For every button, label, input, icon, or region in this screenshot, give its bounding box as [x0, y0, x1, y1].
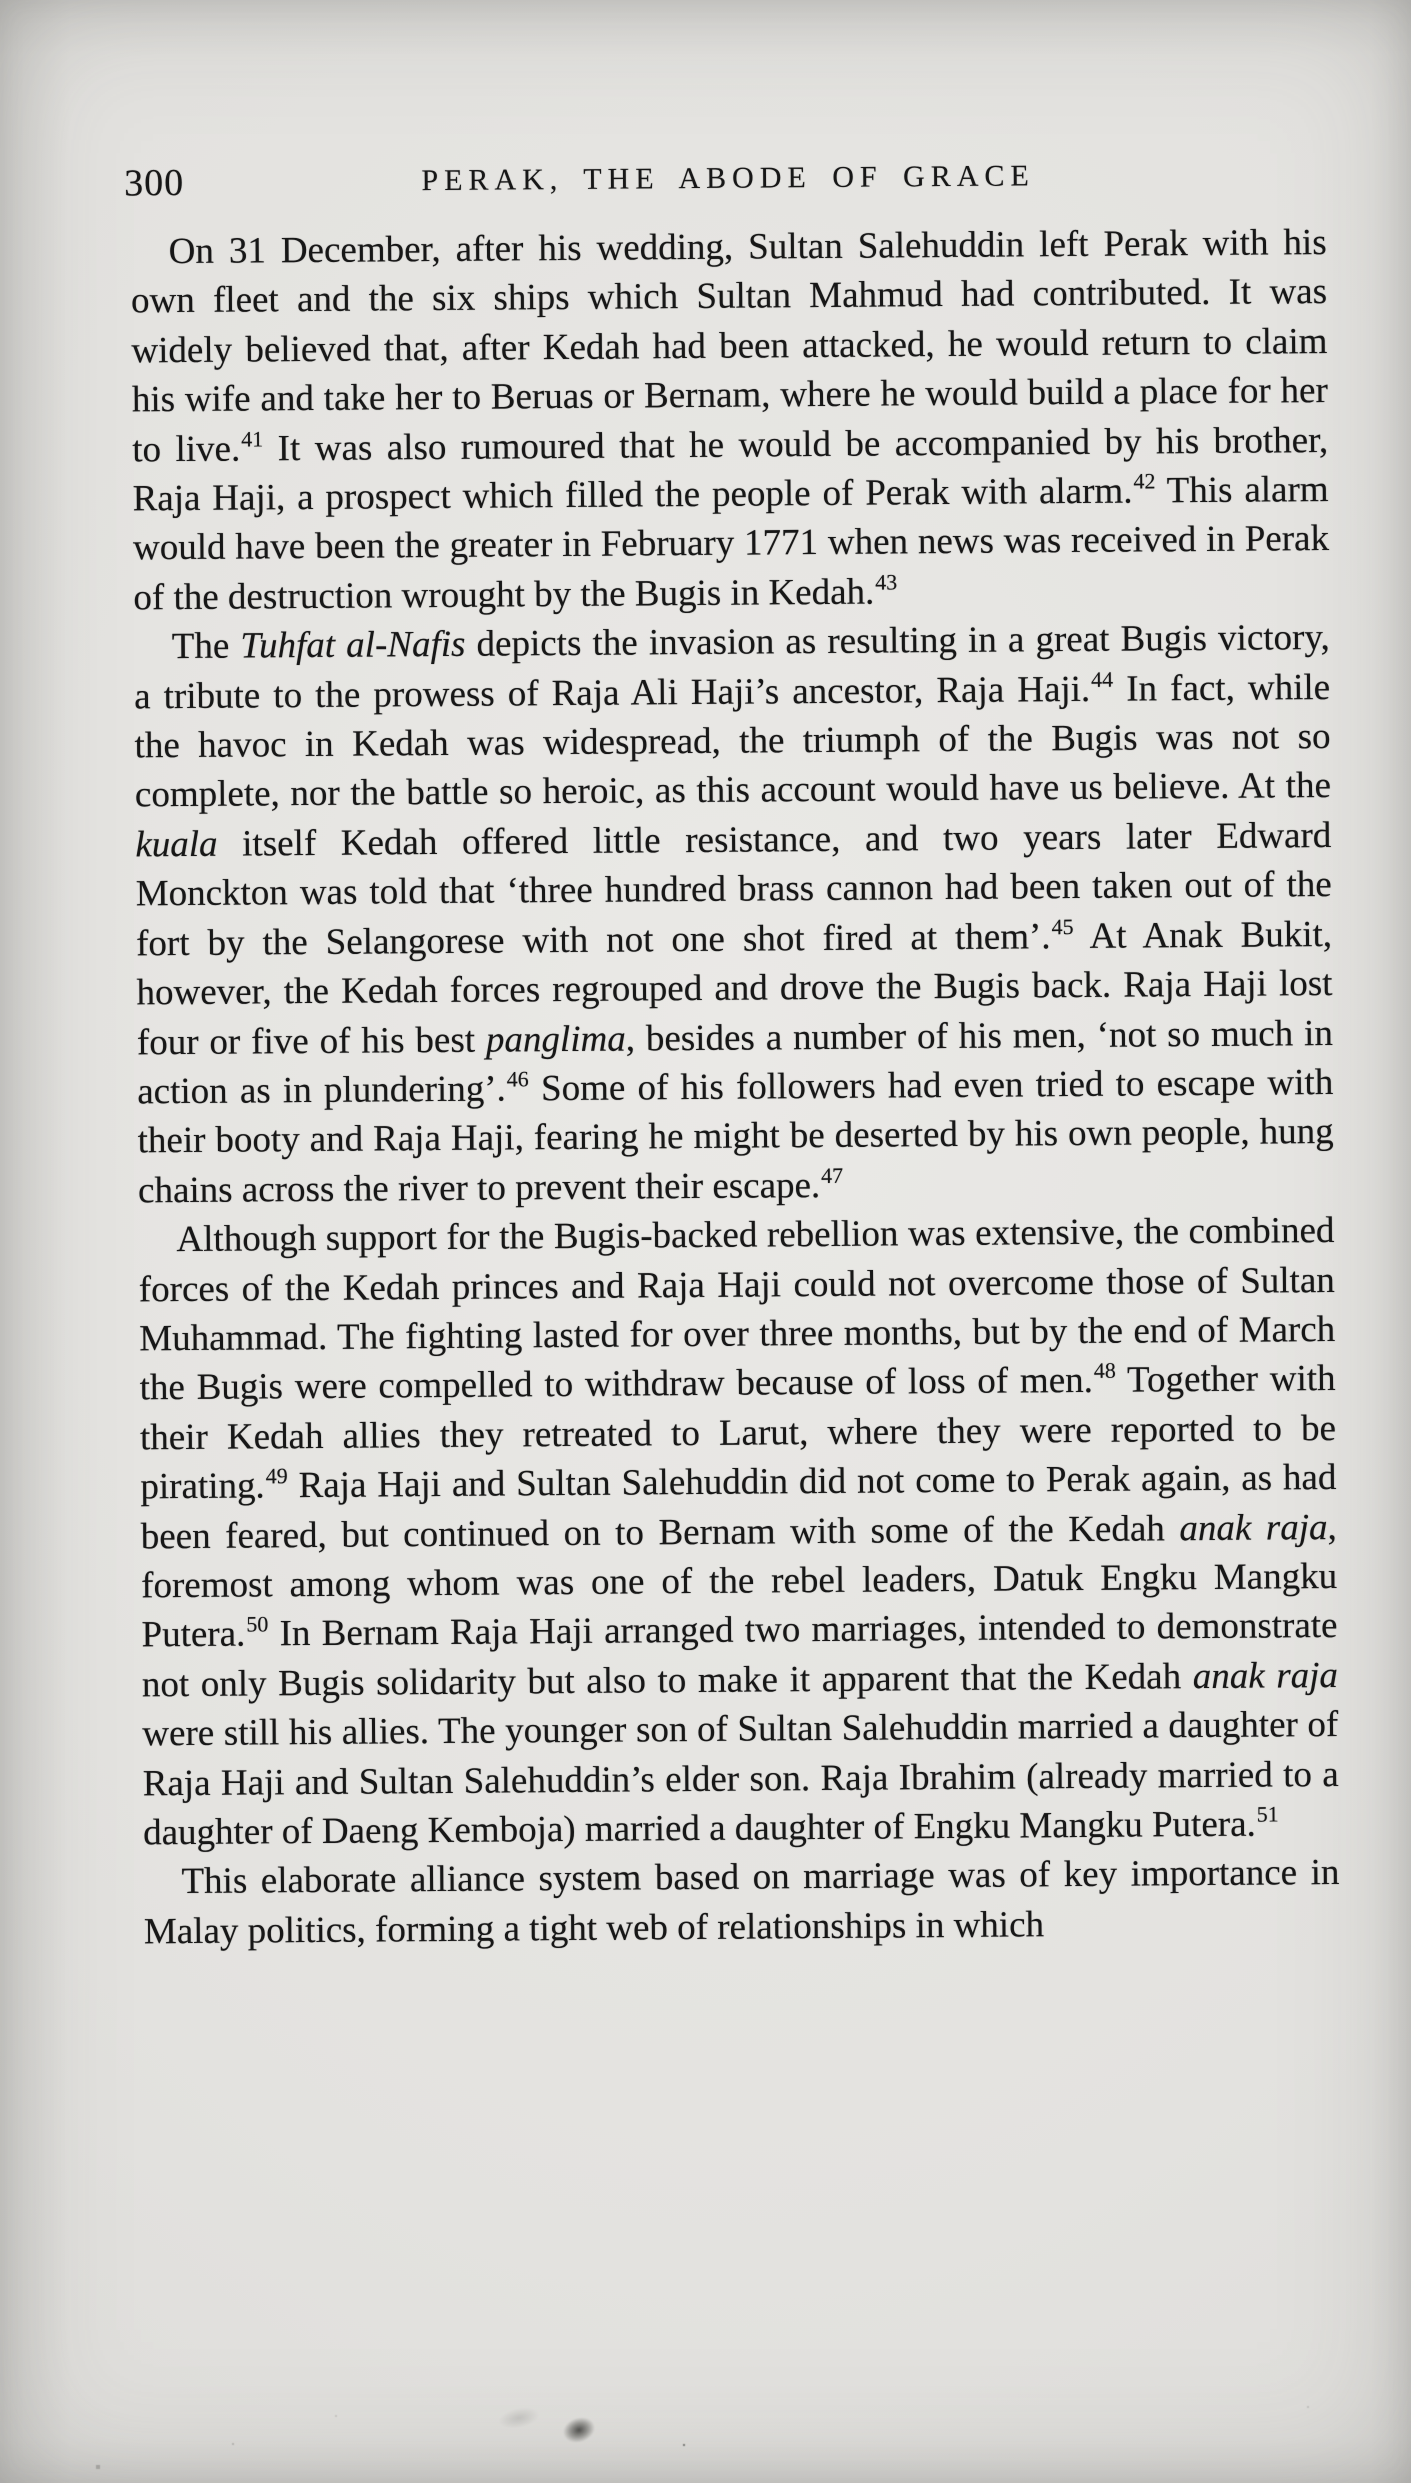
footnote-ref-48: 48 [1093, 1358, 1116, 1384]
text-run: Although support for the Bugis-backed rebellion was extensive, the combined forces of the Kedah princes and Raja Haji could not overcome those of Sultan Muhammad. The fighting lasted for over three months, but by the end of March the Bugis were compelled to withdraw because of loss of men. [138, 1210, 1336, 1409]
text-run: Raja Haji and Sultan Salehuddin did not come to Perak again, as had been feared, but continued on to Bernam with some of the Kedah [140, 1457, 1337, 1557]
text-run: This elaborate alliance system based on marriage was of key importance in Malay politics, forming a tight web of relationships in which [143, 1852, 1340, 1953]
text-run: In Bernam Raja Haji arranged two marriages, intended to demonstrate not only Bugis solidarity but also to make it apparent that the Kedah [141, 1605, 1338, 1706]
text-run: This alarm would have been the greater in February 1771 when news was received in Perak of the destruction wrought by the Bugis in Kedah. [132, 469, 1330, 619]
paper-stain [496, 2404, 541, 2432]
text-run: Together with their Kedah allies they retreated to Larut, where they were reported to be pirating. [139, 1358, 1337, 1508]
text-run: Some of his followers had even tried to escape with their booty and Raja Haji, fearing he might be deserted by his own people, hung chains across the river to prevent their escape. [137, 1061, 1334, 1212]
malay-term-italic: kuala [135, 823, 218, 866]
footnote-ref-43: 43 [875, 569, 898, 595]
text-run: itself Kedah offered little resistance, and two years later Edward Monckton was told that ‘three hundred brass cannon had been taken out of the fort by the Selangorese with not one shot fired at them’. [135, 814, 1332, 965]
page-number: 300 [123, 161, 185, 205]
text-run: On 31 December, after his wedding, Sultan Salehuddin left Perak with his own fleet and the six ships which Sultan Mahmud had contributed. It was widely believed that, after Kedah had been attacked, he would return to claim his wife and take her to Beruas or Bernam, where he would build a place for her to live. [130, 222, 1328, 471]
ink-smudge [560, 2414, 598, 2447]
text-run: , foremost among whom was one of the rebel leaders, Datuk Engku Mangku Putera. [141, 1506, 1338, 1656]
text-run: were still his allies. The younger son of Sultan Salehuddin married a daughter of Raja Haji and Sultan Salehuddin’s elder son. Raja Ibrahim (already married to a daughter of Daeng Kemboja) married a daughter of Engku Mangku Putera. [142, 1704, 1339, 1854]
paragraph-2 [134, 613, 1335, 1215]
text-run: It was also rumoured that he would be accompanied by his brother, Raja Haji, a prospect which filled the people of Perak with alarm. [132, 419, 1329, 520]
text-run: In fact, while the havoc in Kedah was widespread, the triumph of the Bugis was not so complete, nor the battle so heroic, as this account would have us believe. At the [134, 666, 1332, 816]
malay-term-italic: anak raja [1179, 1506, 1328, 1549]
malay-term-italic: anak raja [1192, 1654, 1339, 1697]
footnote-ref-51: 51 [1256, 1801, 1279, 1827]
page-header [123, 155, 1326, 205]
text-run: The [171, 625, 241, 668]
footnote-ref-45: 45 [1051, 913, 1074, 939]
footnote-ref-49: 49 [265, 1463, 288, 1489]
malay-term-italic: panglima [485, 1018, 626, 1061]
text-run: depicts the invasion as resulting in a great Bugis victory, a tribute to the prowess of Raja Ali Haji’s ancestor, Raja Haji. [134, 617, 1330, 718]
paragraph-4 [143, 1848, 1340, 1956]
paragraph-1 [131, 218, 1330, 623]
footnote-ref-47: 47 [821, 1162, 844, 1188]
text-run: , besides a number of his men, ‘not so much in action as in plundering’. [137, 1012, 1334, 1113]
footnote-ref-42: 42 [1133, 468, 1156, 494]
footnote-ref-50: 50 [246, 1611, 269, 1637]
paragraph-3 [138, 1206, 1339, 1858]
book-title-italic: Tuhfat al-Nafis [240, 624, 466, 667]
footnote-ref-46: 46 [506, 1066, 529, 1092]
text-run: At Anak Bukit, however, the Kedah forces regrouped and drove the Bugis back. Raja Haji lost four or five of his best [136, 913, 1333, 1063]
footnote-ref-41: 41 [241, 425, 264, 452]
body-text [131, 218, 1341, 1957]
footnote-ref-44: 44 [1091, 666, 1114, 692]
dust-specks [0, 0, 2, 2]
page-content [123, 155, 1340, 1957]
running-title: PERAK, THE ABODE OF GRACE [421, 159, 1035, 198]
